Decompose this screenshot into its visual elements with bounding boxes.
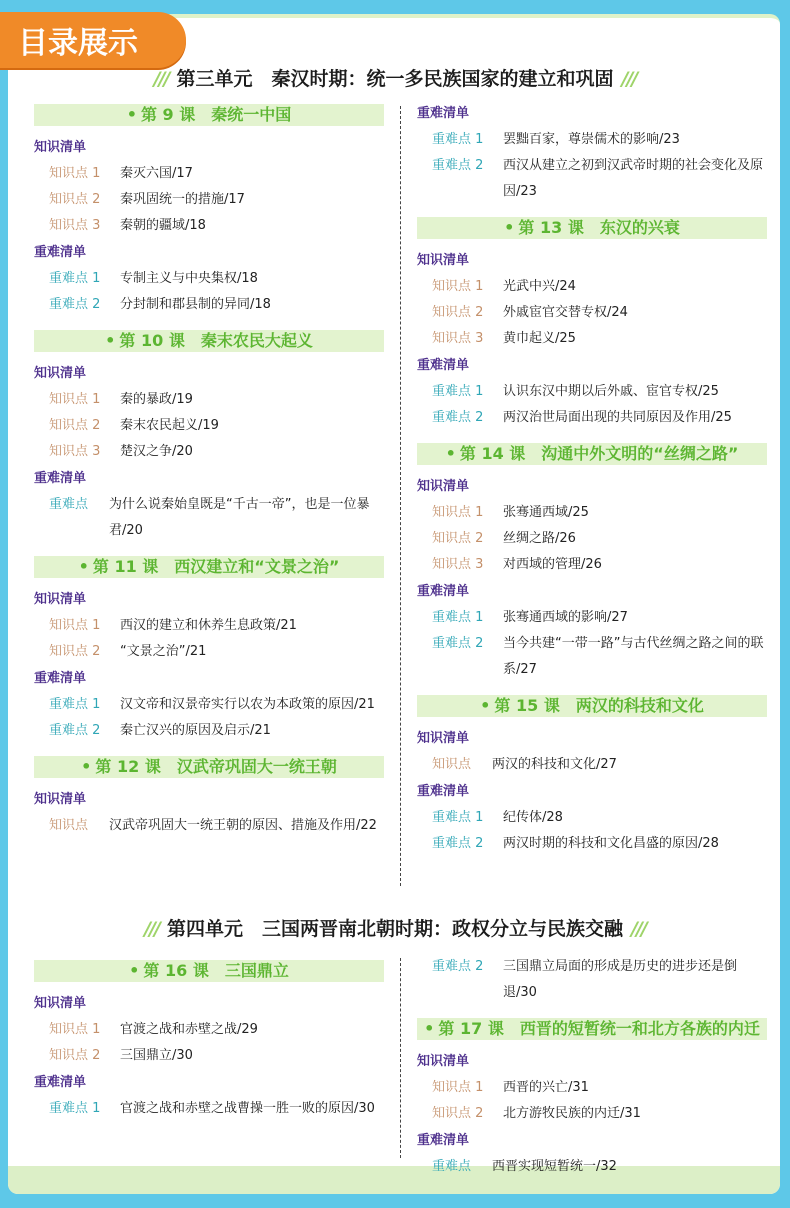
entry-text: 官渡之战和赤壁之战/29 xyxy=(120,1022,258,1037)
knowledge-point-label: 知识点 xyxy=(49,818,89,833)
knowledge-point xyxy=(34,1043,384,1069)
key-point-label: 重难点 1 xyxy=(49,1101,101,1116)
key-point xyxy=(417,831,767,857)
entry-text: 对西域的管理/26 xyxy=(503,557,602,572)
chevron-decoration: ❯❯❯ xyxy=(196,18,264,43)
column-divider-2 xyxy=(400,958,401,1158)
unit-3-left-column xyxy=(34,104,384,839)
entry-text: 三国鼎立/30 xyxy=(120,1048,193,1063)
lesson-title: 第 17 课 西晋的短暂统一和北方各族的内迁 xyxy=(438,1019,760,1038)
knowledge-list-heading: 知识清单 xyxy=(34,140,87,155)
key-list-heading: 重难清单 xyxy=(417,106,470,121)
knowledge-point xyxy=(34,413,384,439)
knowledge-point-label: 知识点 3 xyxy=(49,444,101,459)
knowledge-point-label: 知识点 1 xyxy=(49,618,101,633)
key-point-label: 重难点 2 xyxy=(432,959,484,974)
key-point xyxy=(417,127,767,153)
column-divider xyxy=(400,106,401,886)
knowledge-list-heading: 知识清单 xyxy=(34,792,87,807)
bullet-icon: • xyxy=(126,105,137,124)
entry-text: 光武中兴/24 xyxy=(503,279,576,294)
key-point xyxy=(34,692,384,718)
knowledge-point-label: 知识点 2 xyxy=(49,644,101,659)
entry-text: 分封制和郡县制的异同/18 xyxy=(120,297,271,312)
lesson-title: 第 14 课 沟通中外文明的“丝绸之路” xyxy=(459,444,739,463)
knowledge-point-label: 知识点 2 xyxy=(432,305,484,320)
key-point xyxy=(417,605,767,631)
key-point xyxy=(417,153,767,205)
entry-text: 专制主义与中央集权/18 xyxy=(120,271,258,286)
knowledge-list-heading: 知识清单 xyxy=(34,996,87,1011)
key-point-label: 重难点 1 xyxy=(432,810,484,825)
knowledge-point-label: 知识点 1 xyxy=(432,1080,484,1095)
lesson-header xyxy=(417,217,767,239)
lesson-title: 第 15 课 两汉的科技和文化 xyxy=(494,696,704,715)
knowledge-point xyxy=(417,526,767,552)
key-point-label: 重难点 2 xyxy=(432,636,484,651)
entry-text: 西晋实现短暂统一/32 xyxy=(492,1159,617,1174)
knowledge-point xyxy=(34,187,384,213)
bullet-icon: • xyxy=(504,218,515,237)
entry-text: 西汉的建立和休养生息政策/21 xyxy=(120,618,297,633)
key-point xyxy=(34,492,384,544)
lesson-title: 第 10 课 秦末农民大起义 xyxy=(119,331,313,350)
knowledge-point xyxy=(417,326,767,352)
dots-decoration: ••••• xyxy=(518,28,620,44)
unit-4-right-column xyxy=(417,954,767,1180)
unit-3-title: /// 第三单元 秦汉时期：统一多民族国家的建立和巩固 /// xyxy=(153,68,637,90)
lesson-header xyxy=(34,330,384,352)
lesson-header xyxy=(34,556,384,578)
knowledge-point xyxy=(417,1101,767,1127)
knowledge-list-heading: 知识清单 xyxy=(417,731,470,746)
entry-text: 秦巩固统一的措施/17 xyxy=(120,192,245,207)
knowledge-list-heading: 知识清单 xyxy=(34,592,87,607)
knowledge-point-label: 知识点 2 xyxy=(432,531,484,546)
lesson-title: 第 13 课 东汉的兴衰 xyxy=(518,218,680,237)
knowledge-point-label: 知识点 1 xyxy=(49,166,101,181)
knowledge-point-label: 知识点 3 xyxy=(49,218,101,233)
entry-text: 张骞通西域的影响/27 xyxy=(503,610,628,625)
knowledge-point-label: 知识点 2 xyxy=(49,192,101,207)
lesson-title: 第 11 课 西汉建立和“文景之治” xyxy=(92,557,340,576)
key-point xyxy=(417,954,767,1006)
lesson-header xyxy=(34,960,384,982)
entry-text: 北方游牧民族的内迁/31 xyxy=(503,1106,641,1121)
key-list-heading: 重难清单 xyxy=(417,584,470,599)
entry-text: “文景之治”/21 xyxy=(120,644,207,659)
key-list-heading: 重难清单 xyxy=(34,671,87,686)
entry-text: 当今共建“一带一路”与古代丝绸之路之间的联系/27 xyxy=(503,636,764,677)
knowledge-point-label: 知识点 2 xyxy=(49,418,101,433)
entry-text: 秦灭六国/17 xyxy=(120,166,193,181)
entry-text: 两汉的科技和文化/27 xyxy=(492,757,617,772)
lesson-header xyxy=(34,756,384,778)
knowledge-point xyxy=(417,274,767,300)
entry-text: 汉文帝和汉景帝实行以农为本政策的原因/21 xyxy=(120,697,375,712)
entry-text: 汉武帝巩固大一统王朝的原因、措施及作用/22 xyxy=(109,818,377,833)
key-point-label: 重难点 1 xyxy=(432,132,484,147)
key-point-label: 重难点 xyxy=(432,1159,472,1174)
lesson-header xyxy=(417,443,767,465)
entry-text: 外戚宦官交替专权/24 xyxy=(503,305,628,320)
knowledge-point-label: 知识点 1 xyxy=(432,279,484,294)
unit-4-title: /// 第四单元 三国两晋南北朝时期：政权分立与民族交融 /// xyxy=(144,918,646,940)
key-point-label: 重难点 xyxy=(49,497,89,512)
knowledge-list-heading: 知识清单 xyxy=(417,253,470,268)
entry-text: 西晋的兴亡/31 xyxy=(503,1080,589,1095)
key-list-heading: 重难清单 xyxy=(34,1075,87,1090)
key-point-label: 重难点 1 xyxy=(49,271,101,286)
key-list-heading: 重难清单 xyxy=(417,784,470,799)
knowledge-point xyxy=(34,213,384,239)
entry-text: 罢黜百家，尊崇儒术的影响/23 xyxy=(503,132,680,147)
key-point xyxy=(417,1154,767,1180)
lesson-header xyxy=(417,1018,767,1040)
knowledge-point-label: 知识点 1 xyxy=(432,505,484,520)
knowledge-list-heading: 知识清单 xyxy=(417,479,470,494)
key-point-label: 重难点 2 xyxy=(49,297,101,312)
key-point xyxy=(417,405,767,431)
key-point xyxy=(34,266,384,292)
key-list-heading: 重难清单 xyxy=(34,245,87,260)
entry-text: 西汉从建立之初到汉武帝时期的社会变化及原因/23 xyxy=(503,158,764,199)
knowledge-point-label: 知识点 1 xyxy=(49,392,101,407)
lesson-title: 第 9 课 秦统一中国 xyxy=(140,105,292,124)
knowledge-point-label: 知识点 xyxy=(432,757,472,772)
knowledge-list-heading: 知识清单 xyxy=(34,366,87,381)
knowledge-point xyxy=(417,300,767,326)
knowledge-point-label: 知识点 1 xyxy=(49,1022,101,1037)
bullet-icon: • xyxy=(445,444,456,463)
key-point xyxy=(417,379,767,405)
entry-text: 丝绸之路/26 xyxy=(503,531,576,546)
bullet-icon: • xyxy=(105,331,116,350)
key-point xyxy=(34,1096,384,1122)
knowledge-point xyxy=(417,552,767,578)
entry-text: 秦末农民起义/19 xyxy=(120,418,219,433)
key-list-heading: 重难清单 xyxy=(417,358,470,373)
unit-3-right-column xyxy=(417,100,767,857)
bullet-icon: • xyxy=(78,557,89,576)
key-point xyxy=(34,718,384,744)
knowledge-point xyxy=(417,752,767,778)
entry-text: 纪传体/28 xyxy=(503,810,563,825)
key-point-label: 重难点 2 xyxy=(432,410,484,425)
key-point-label: 重难点 2 xyxy=(49,723,101,738)
lesson-header xyxy=(34,104,384,126)
knowledge-point xyxy=(34,639,384,665)
bullet-icon: • xyxy=(129,961,140,980)
entry-text: 黄巾起义/25 xyxy=(503,331,576,346)
entry-text: 张骞通西域/25 xyxy=(503,505,589,520)
bullet-icon: • xyxy=(81,757,92,776)
knowledge-point xyxy=(34,439,384,465)
lesson-title: 第 16 课 三国鼎立 xyxy=(143,961,289,980)
knowledge-point xyxy=(34,613,384,639)
entry-text: 两汉时期的科技和文化昌盛的原因/28 xyxy=(503,836,719,851)
knowledge-point xyxy=(34,161,384,187)
key-point-label: 重难点 1 xyxy=(432,384,484,399)
unit-4-left-column xyxy=(34,960,384,1122)
entry-text: 官渡之战和赤壁之战曹操一胜一败的原因/30 xyxy=(120,1101,375,1116)
knowledge-point xyxy=(417,500,767,526)
key-point-label: 重难点 2 xyxy=(432,158,484,173)
key-point xyxy=(417,805,767,831)
entry-text: 两汉治世局面出现的共同原因及作用/25 xyxy=(503,410,732,425)
entry-text: 秦朝的疆域/18 xyxy=(120,218,206,233)
key-point-label: 重难点 2 xyxy=(432,836,484,851)
knowledge-point xyxy=(34,1017,384,1043)
knowledge-list-heading: 知识清单 xyxy=(417,1054,470,1069)
knowledge-point-label: 知识点 2 xyxy=(432,1106,484,1121)
lesson-title: 第 12 课 汉武帝巩固大一统王朝 xyxy=(95,757,337,776)
knowledge-point-label: 知识点 3 xyxy=(432,331,484,346)
page-title-badge xyxy=(0,12,186,68)
key-point-label: 重难点 1 xyxy=(432,610,484,625)
lesson-header xyxy=(417,695,767,717)
bullet-icon: • xyxy=(424,1019,435,1038)
key-list-heading: 重难清单 xyxy=(34,471,87,486)
knowledge-point-label: 知识点 2 xyxy=(49,1048,101,1063)
knowledge-point xyxy=(417,1075,767,1101)
entry-text: 三国鼎立局面的形成是历史的进步还是倒退/30 xyxy=(503,959,738,1000)
bullet-icon: • xyxy=(480,696,491,715)
key-list-heading: 重难清单 xyxy=(417,1133,470,1148)
knowledge-point xyxy=(34,387,384,413)
key-point-label: 重难点 1 xyxy=(49,697,101,712)
page-title: 目录展示 xyxy=(18,26,138,61)
entry-text: 秦的暴政/19 xyxy=(120,392,193,407)
key-point xyxy=(34,292,384,318)
entry-text: 为什么说秦始皇既是“千古一帝”，也是一位暴君/20 xyxy=(109,497,370,538)
entry-text: 秦亡汉兴的原因及启示/21 xyxy=(120,723,271,738)
entry-text: 认识东汉中期以后外戚、宦官专权/25 xyxy=(503,384,719,399)
entry-text: 楚汉之争/20 xyxy=(120,444,193,459)
key-point xyxy=(417,631,767,683)
knowledge-point xyxy=(34,813,384,839)
knowledge-point-label: 知识点 3 xyxy=(432,557,484,572)
